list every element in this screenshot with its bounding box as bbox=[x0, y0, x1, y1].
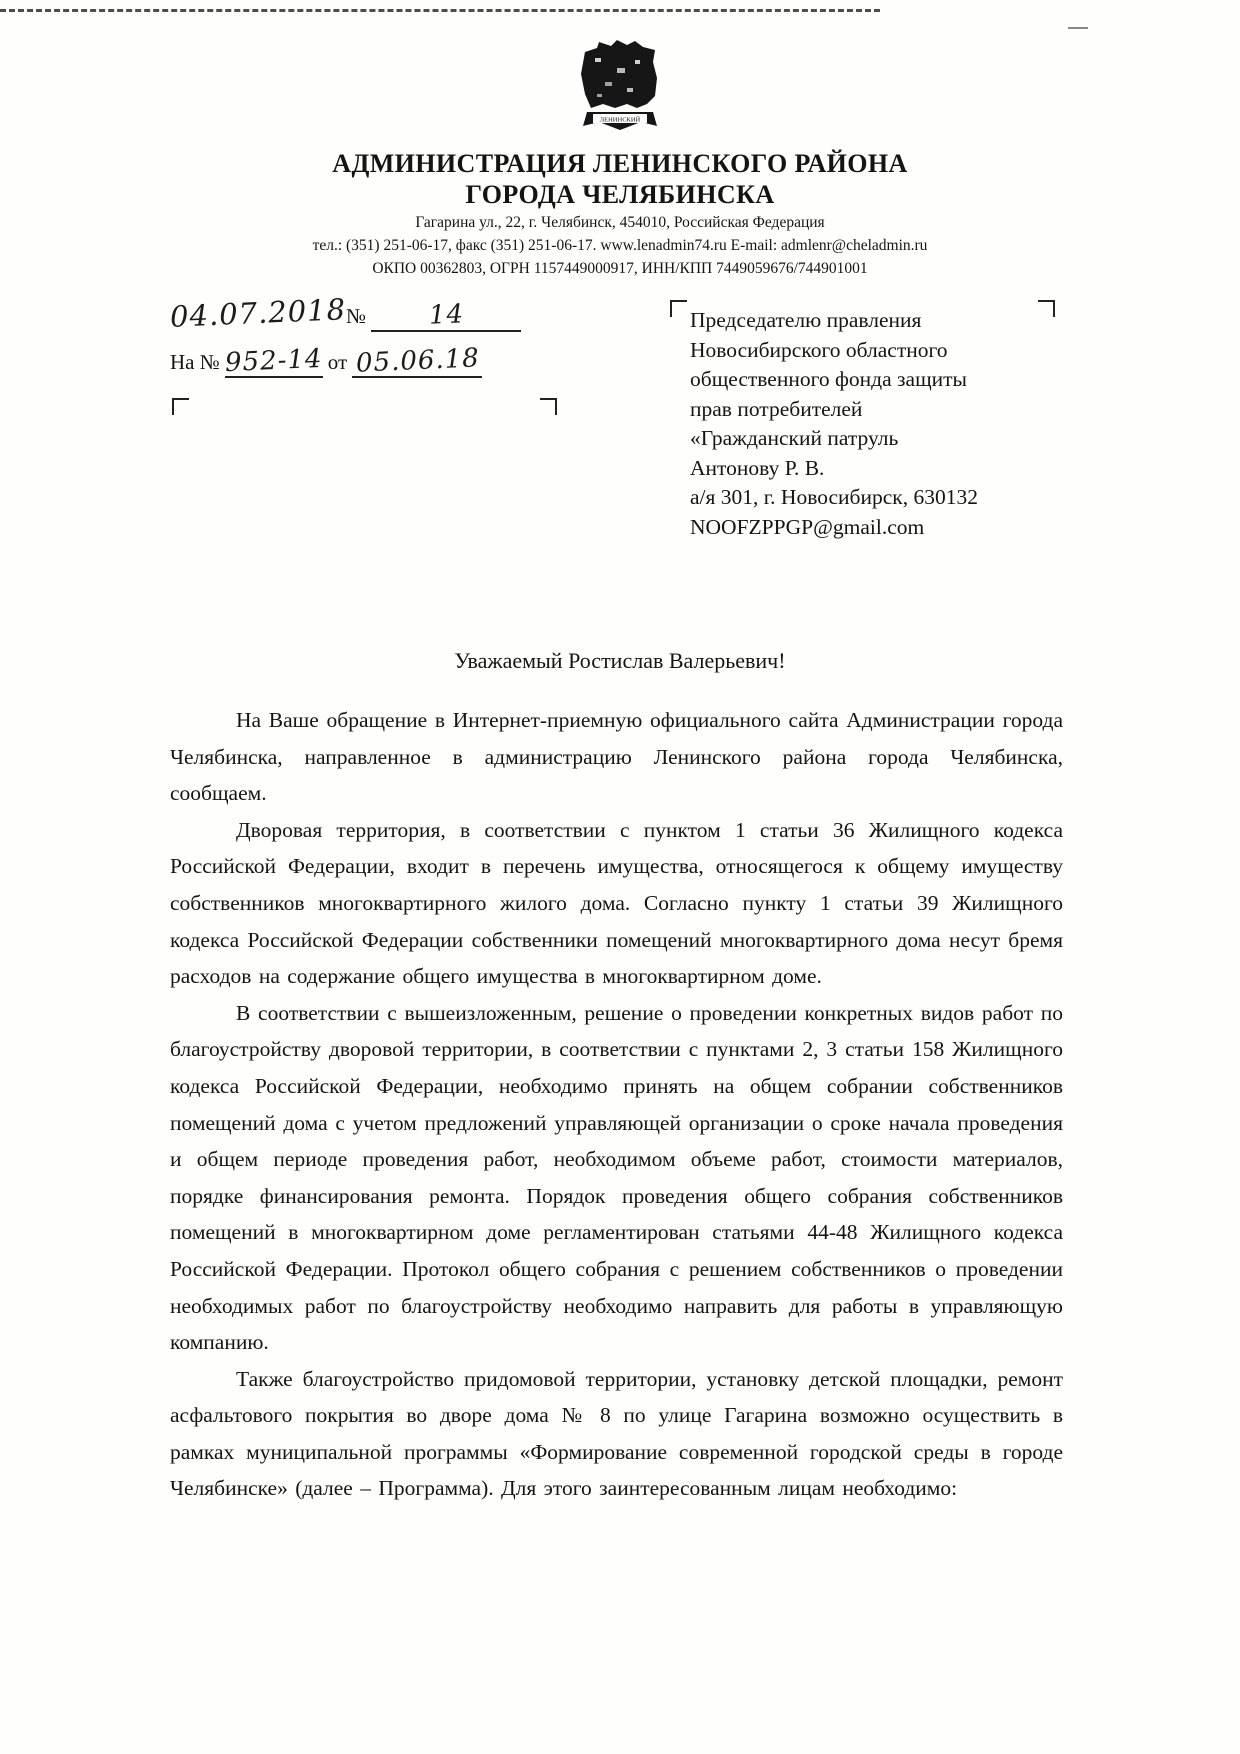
recipient-line: Антонову Р. В. bbox=[690, 455, 825, 480]
incoming-number-blank bbox=[224, 343, 324, 379]
left-zone-corner-left bbox=[172, 398, 189, 415]
scan-artifact-dashes bbox=[0, 9, 880, 12]
recipient-corner-left bbox=[670, 300, 687, 317]
outgoing-number-handwritten: 14 bbox=[428, 299, 465, 331]
incoming-ref-line bbox=[170, 343, 570, 379]
org-name-line2: ГОРОДА ЧЕЛЯБИНСКА bbox=[465, 180, 775, 209]
number-sign: № bbox=[346, 304, 367, 328]
reference-block bbox=[169, 292, 570, 392]
paragraph-3: В соответствии с вышеизложенным, решение о проведении конкретных видов работ по благоустройству дворовой территории, в соответствии с пунктами 2, 3 статьи 158 Жилищного кодекса Российской Федерации, необходимо принять на общем собрании собственников помещений дома с учетом предложений управляющей организации о сроке начала проведения и общем периоде проведения работ, необходимом объеме работ, стоимости материалов, порядке финансирования ремонта. Порядок проведения общего собрания собственников помещений в многоквартирном доме регламентирован статьями 44-48 Жилищного кодекса Российской Федерации. Протокол общего собрания с решением собственников о проведении необходимых работ по благоустройству необходимо направить для работы в управляющую компанию. bbox=[170, 1000, 1063, 1355]
incoming-prefix: На № bbox=[170, 350, 220, 374]
paragraph-4: Также благоустройство придомовой территории, установку детской площадки, ремонт асфальтового покрытия во дворе дома № 8 по улице Гагарина возможно осуществить в рамках муниципальной программы «Формирование современной городской среды в городе Челябинске» (далее – Программа). Для этого заинтересованным лицам необходимо: bbox=[170, 1366, 1063, 1501]
letterhead bbox=[0, 148, 1240, 279]
emblem-caption: ЛЕНИНСКИЙ bbox=[599, 116, 641, 124]
outgoing-date-handwritten: 04.07.2018 bbox=[169, 292, 347, 334]
left-zone-corner-right bbox=[540, 398, 557, 415]
recipient-email: NOOFZPPGP@gmail.com bbox=[690, 514, 925, 539]
outgoing-number-blank bbox=[371, 300, 521, 332]
org-codes: ОКПО 00362803, ОГРН 1157449000917, ИНН/КПП 7449059676/744901001 bbox=[372, 260, 868, 277]
incoming-date-blank bbox=[352, 343, 482, 379]
org-address: Гагарина ул., 22, г. Челябинск, 454010, Российская Федерация bbox=[415, 214, 825, 231]
recipient-line: Новосибирского областного bbox=[690, 337, 948, 362]
recipient-line: «Гражданский патруль bbox=[690, 426, 899, 450]
recipient-line: Председателю правления bbox=[690, 308, 922, 332]
letter-body bbox=[170, 702, 1063, 1507]
paragraph-1: На Ваше обращение в Интернет-приемную официального сайта Администрации города Челябинска, направленное в администрацию Ленинского района города Челябинска, сообщаем. bbox=[170, 708, 1063, 806]
org-name-line1: АДМИНИСТРАЦИЯ ЛЕНИНСКОГО РАЙОНА bbox=[332, 149, 908, 178]
scan-artifact-tick bbox=[1068, 27, 1088, 29]
incoming-date-handwritten: 05.06.18 bbox=[354, 343, 480, 379]
paragraph-2: Дворовая территория, в соответствии с пунктом 1 статьи 36 Жилищного кодекса Российской Федерации, входит в перечень имущества, относящегося к общему имуществу собственников многоквартирного жилого дома. Согласно пункту 1 статьи 39 Жилищного кодекса Российской Федерации собственники помещений многоквартирного дома несут бремя расходов на содержание общего имущества в многоквартирном доме. bbox=[170, 817, 1063, 989]
incoming-number-handwritten: 952-14 bbox=[224, 343, 324, 379]
recipient-line: а/я 301, г. Новосибирск, 630132 bbox=[690, 485, 978, 509]
district-emblem bbox=[577, 38, 663, 138]
recipient-line: общественного фонда защиты bbox=[690, 367, 967, 391]
salutation: Уважаемый Ростислав Валерьевич! bbox=[454, 648, 786, 673]
org-contacts: тел.: (351) 251-06-17, факс (351) 251-06-17. www.lenadmin74.ru E-mail: admlenr@cheladmin.ru bbox=[312, 237, 928, 254]
recipient-block bbox=[690, 306, 1050, 542]
outgoing-ref-line bbox=[169, 292, 570, 334]
recipient-line: прав потребителей bbox=[690, 396, 863, 421]
from-word: от bbox=[327, 350, 348, 374]
